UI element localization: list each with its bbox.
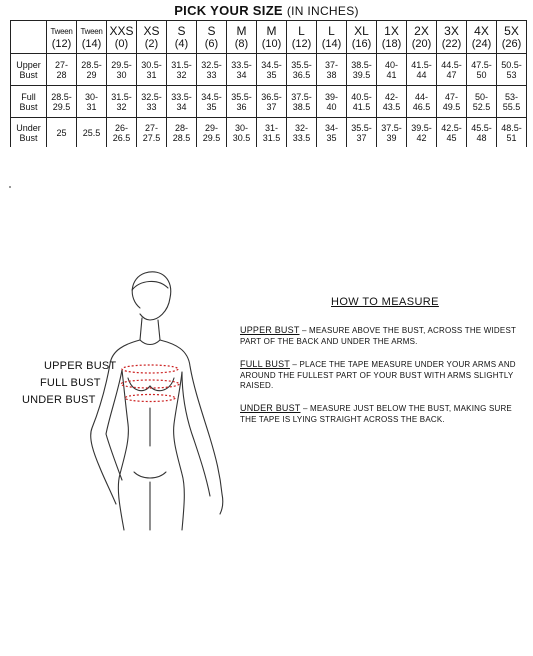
- measurement-value-line: 55.5: [502, 101, 521, 112]
- measurement-value-line: 38.5: [292, 101, 311, 112]
- measurement-value-line: 45: [446, 132, 457, 143]
- measurement-value-line: 33.5: [292, 132, 311, 143]
- measurement-value-line: 43.5: [382, 101, 401, 112]
- measurement-cell: [287, 86, 317, 118]
- left-arm-inner: [106, 370, 122, 480]
- measurement-value-line: 40-: [384, 59, 398, 70]
- measurement-value-line: 51: [506, 132, 517, 143]
- measurement-cell: [137, 54, 167, 86]
- measurement-value-line: 44: [416, 69, 427, 80]
- row-label-line: Bust: [19, 69, 38, 80]
- measurement-value-line: 47.5-: [471, 59, 492, 70]
- measurement-value-line: 30-: [234, 122, 248, 133]
- collar: [140, 340, 160, 345]
- measurement-value-line: 30.5: [232, 132, 251, 143]
- measurement-value-line: 28-: [174, 122, 188, 133]
- measurement-value-line: 28.5-: [81, 59, 102, 70]
- measurement-cell: [497, 86, 527, 118]
- right-torso: [174, 372, 185, 530]
- measurement-value-line: 31.5: [262, 132, 281, 143]
- upper-bust-instruction: [240, 325, 525, 347]
- measurement-value-line: 42-: [384, 91, 398, 102]
- size-header-cell: S (4): [167, 21, 197, 54]
- measurement-value-line: 37.5-: [381, 122, 402, 133]
- measurement-value-line: 33: [146, 101, 157, 112]
- measurement-value-line: 39-: [324, 91, 338, 102]
- measurement-cell: [347, 86, 377, 118]
- measurement-cell: [167, 54, 197, 86]
- measurement-value-line: 31.5-: [111, 91, 132, 102]
- row-label-line: Under: [16, 122, 41, 133]
- neck: [140, 318, 160, 340]
- row-label: [11, 118, 47, 148]
- measurement-cell: [197, 54, 227, 86]
- measurement-cell: [437, 54, 467, 86]
- measurement-value-line: 29.5-: [111, 59, 132, 70]
- measurement-value-line: 37.5-: [291, 91, 312, 102]
- size-header-cell: 2X (20): [407, 21, 437, 54]
- measurement-value-line: 39.5-: [411, 122, 432, 133]
- measurement-value-line: 25: [56, 127, 67, 138]
- body-figure-illustration: [70, 268, 240, 538]
- measurement-value-line: 38: [326, 69, 337, 80]
- measurement-cell: [347, 118, 377, 148]
- measurement-cell: [47, 118, 77, 148]
- measurement-value-line: 31: [146, 69, 157, 80]
- measurement-cell: [497, 54, 527, 86]
- under-bust-instruction: [240, 403, 525, 425]
- full-bust-label: FULL BUST: [40, 377, 101, 389]
- measurement-value-line: 35.5-: [351, 122, 372, 133]
- measurement-value-line: 36.5: [292, 69, 311, 80]
- under-bust-term: UNDER BUST: [240, 403, 301, 413]
- measurement-cell: [227, 118, 257, 148]
- measurement-value-line: 50.5-: [501, 59, 522, 70]
- measurement-cell: [137, 86, 167, 118]
- measurement-value-line: 28: [56, 69, 67, 80]
- measurement-value-line: 25.5: [82, 127, 101, 138]
- measurement-cell: [497, 118, 527, 148]
- under-bust-text: – MEASURE JUST BELOW THE BUST, MAKING SURE THE TAPE IS LYING STRAIGHT ACROSS THE BACK.: [240, 404, 512, 424]
- size-header-cell: L (12): [287, 21, 317, 54]
- measurement-value-line: 41.5-: [411, 59, 432, 70]
- measurement-value-line: 38.5-: [351, 59, 372, 70]
- measurement-value-line: 35.5-: [231, 91, 252, 102]
- row-label: [11, 86, 47, 118]
- measurement-value-line: 30-: [84, 91, 98, 102]
- measurement-cell: [107, 86, 137, 118]
- measurement-value-line: 53-: [504, 91, 518, 102]
- measurement-value-line: 39: [386, 132, 397, 143]
- size-header-cell: M (10): [257, 21, 287, 54]
- upper-bust-text: – MEASURE ABOVE THE BUST, ACROSS THE WIDEST PART OF THE BACK AND UNDER THE ARMS.: [240, 326, 516, 346]
- measurement-cell: [77, 54, 107, 86]
- measurement-value-line: 33: [206, 69, 217, 80]
- measurement-value-line: 29-: [204, 122, 218, 133]
- measurement-cell: [437, 86, 467, 118]
- measurement-cell: [377, 86, 407, 118]
- measurement-value-line: 34.5-: [261, 59, 282, 70]
- full-bust-instruction: [240, 359, 525, 392]
- measurement-value-line: 50-: [474, 91, 488, 102]
- under-bust-tape: [125, 395, 175, 402]
- measurement-row: [11, 86, 527, 118]
- how-to-measure-heading: HOW TO MEASURE: [331, 296, 439, 308]
- measurement-value-line: 47-: [444, 91, 458, 102]
- measurement-cell: [317, 86, 347, 118]
- measurement-value-line: 48: [476, 132, 487, 143]
- upper-bust-term: UPPER BUST: [240, 325, 300, 335]
- measurement-cell: [197, 118, 227, 148]
- measurement-value-line: 32.5-: [141, 91, 162, 102]
- measurement-cell: [77, 86, 107, 118]
- measurement-cell: [197, 86, 227, 118]
- measurement-value-line: 31: [86, 101, 97, 112]
- size-header-cell: M (8): [227, 21, 257, 54]
- measurement-value-line: 44-: [414, 91, 428, 102]
- measurement-value-line: 26-: [114, 122, 128, 133]
- measurement-value-line: 35: [206, 101, 217, 112]
- size-header-cell: XL (16): [347, 21, 377, 54]
- size-header-cell: XS (2): [137, 21, 167, 54]
- row-label-line: Upper: [16, 59, 41, 70]
- measurement-value-line: 35: [326, 132, 337, 143]
- measurement-cell: [137, 118, 167, 148]
- measurement-cell: [47, 86, 77, 118]
- measurement-value-line: 37: [356, 132, 367, 143]
- measurement-value-line: 42: [416, 132, 427, 143]
- measurement-value-line: 41: [386, 69, 397, 80]
- measurement-cell: [77, 118, 107, 148]
- left-torso: [118, 370, 128, 530]
- measurement-cell: [437, 118, 467, 148]
- hair-line: [132, 281, 168, 290]
- measurement-value-line: 36: [236, 101, 247, 112]
- measurement-value-line: 45.5-: [471, 122, 492, 133]
- measurement-value-line: 32: [116, 101, 127, 112]
- row-label-line: Bust: [19, 132, 38, 143]
- measurement-value-line: 32.5-: [201, 59, 222, 70]
- measurement-value-line: 42.5-: [441, 122, 462, 133]
- measurement-value-line: 32: [176, 69, 187, 80]
- measurement-cell: [47, 54, 77, 86]
- measurement-value-line: 35: [266, 69, 277, 80]
- measurement-value-line: 47: [446, 69, 457, 80]
- measurement-value-line: 44.5-: [441, 59, 462, 70]
- measurement-cell: [467, 118, 497, 148]
- measurement-value-line: 27.5: [142, 132, 161, 143]
- size-header-cell: Tween (12): [47, 21, 77, 54]
- row-label: [11, 54, 47, 86]
- upper-bust-label: UPPER BUST: [44, 360, 117, 372]
- under-bust-label: UNDER BUST: [22, 394, 96, 406]
- measurement-value-line: 49.5: [442, 101, 461, 112]
- measurement-cell: [377, 118, 407, 148]
- measurement-cell: [287, 54, 317, 86]
- measurement-value-line: 31-: [264, 122, 278, 133]
- measurement-cell: [407, 54, 437, 86]
- row-label-line: Full: [21, 91, 36, 102]
- size-table: [10, 20, 527, 147]
- measurement-cell: [377, 54, 407, 86]
- size-header-row: [11, 21, 527, 54]
- measurement-value-line: 34: [176, 101, 187, 112]
- size-header-cell: S (6): [197, 21, 227, 54]
- measurement-cell: [257, 86, 287, 118]
- measurement-value-line: 35.5-: [291, 59, 312, 70]
- measurement-value-line: 30: [116, 69, 127, 80]
- title-units: (IN INCHES): [286, 4, 359, 18]
- measurement-value-line: 32-: [294, 122, 308, 133]
- measurement-value-line: 50: [476, 69, 487, 80]
- measurement-value-line: 26.5: [112, 132, 131, 143]
- measurement-value-line: 37-: [324, 59, 338, 70]
- measurement-value-line: 40: [326, 101, 337, 112]
- measurement-row: [11, 54, 527, 86]
- measurement-value-line: 29.5: [52, 101, 71, 112]
- row-label-line: Bust: [19, 101, 38, 112]
- measurement-value-line: 53: [506, 69, 517, 80]
- size-header-cell: 4X (24): [467, 21, 497, 54]
- size-header-cell: 1X (18): [377, 21, 407, 54]
- measurement-value-line: 34-: [324, 122, 338, 133]
- size-header-cell: 3X (22): [437, 21, 467, 54]
- measurement-cell: [317, 54, 347, 86]
- measurement-cell: [467, 54, 497, 86]
- measurement-value-line: 28.5: [172, 132, 191, 143]
- measurement-cell: [107, 118, 137, 148]
- measurement-value-line: 33.5-: [231, 59, 252, 70]
- title-text: PICK YOUR SIZE: [174, 3, 283, 18]
- left-shoulder-arm: [91, 340, 140, 504]
- head-outline: [132, 272, 171, 320]
- corner-cell: [11, 21, 47, 54]
- measurement-value-line: 30.5-: [141, 59, 162, 70]
- measurement-value-line: 29: [86, 69, 97, 80]
- stray-dot: [9, 186, 11, 188]
- full-bust-text: – PLACE THE TAPE MEASURE UNDER YOUR ARMS AND AROUND THE FULLEST PART OF YOUR BUST WITH ARMS SLIGHTLY RAISED.: [240, 360, 516, 390]
- measurement-value-line: 34.5-: [201, 91, 222, 102]
- measurement-cell: [227, 54, 257, 86]
- hip-line: [134, 472, 166, 478]
- measurement-value-line: 34: [236, 69, 247, 80]
- measurement-value-line: 37: [266, 101, 277, 112]
- measurement-cell: [467, 86, 497, 118]
- size-chart-title: [0, 3, 533, 18]
- measurement-cell: [257, 54, 287, 86]
- measurement-value-line: 46.5: [412, 101, 431, 112]
- measurement-value-line: 33.5-: [171, 91, 192, 102]
- measurement-value-line: 28.5-: [51, 91, 72, 102]
- measurement-value-line: 41.5: [352, 101, 371, 112]
- measurement-cell: [227, 86, 257, 118]
- measurement-cell: [347, 54, 377, 86]
- size-header-cell: XXS (0): [107, 21, 137, 54]
- size-header-cell: Tween (14): [77, 21, 107, 54]
- measurement-value-line: 39.5: [352, 69, 371, 80]
- upper-bust-tape: [122, 365, 178, 373]
- full-bust-term: FULL BUST: [240, 359, 290, 369]
- measurement-cell: [407, 86, 437, 118]
- measurement-cell: [167, 118, 197, 148]
- measurement-cell: [257, 118, 287, 148]
- measurement-value-line: 27-: [144, 122, 158, 133]
- size-header-cell: 5X (26): [497, 21, 527, 54]
- measurement-value-line: 36.5-: [261, 91, 282, 102]
- size-header-cell: L (14): [317, 21, 347, 54]
- measurement-value-line: 29.5: [202, 132, 221, 143]
- measurement-value-line: 48.5-: [501, 122, 522, 133]
- measurement-cell: [407, 118, 437, 148]
- measurement-value-line: 27-: [54, 59, 68, 70]
- measurement-cell: [107, 54, 137, 86]
- measurement-cell: [287, 118, 317, 148]
- measurement-value-line: 52.5: [472, 101, 491, 112]
- measurement-cell: [317, 118, 347, 148]
- measurement-value-line: 31.5-: [171, 59, 192, 70]
- measurement-row: [11, 118, 527, 148]
- measurement-cell: [167, 86, 197, 118]
- measurement-value-line: 40.5-: [351, 91, 372, 102]
